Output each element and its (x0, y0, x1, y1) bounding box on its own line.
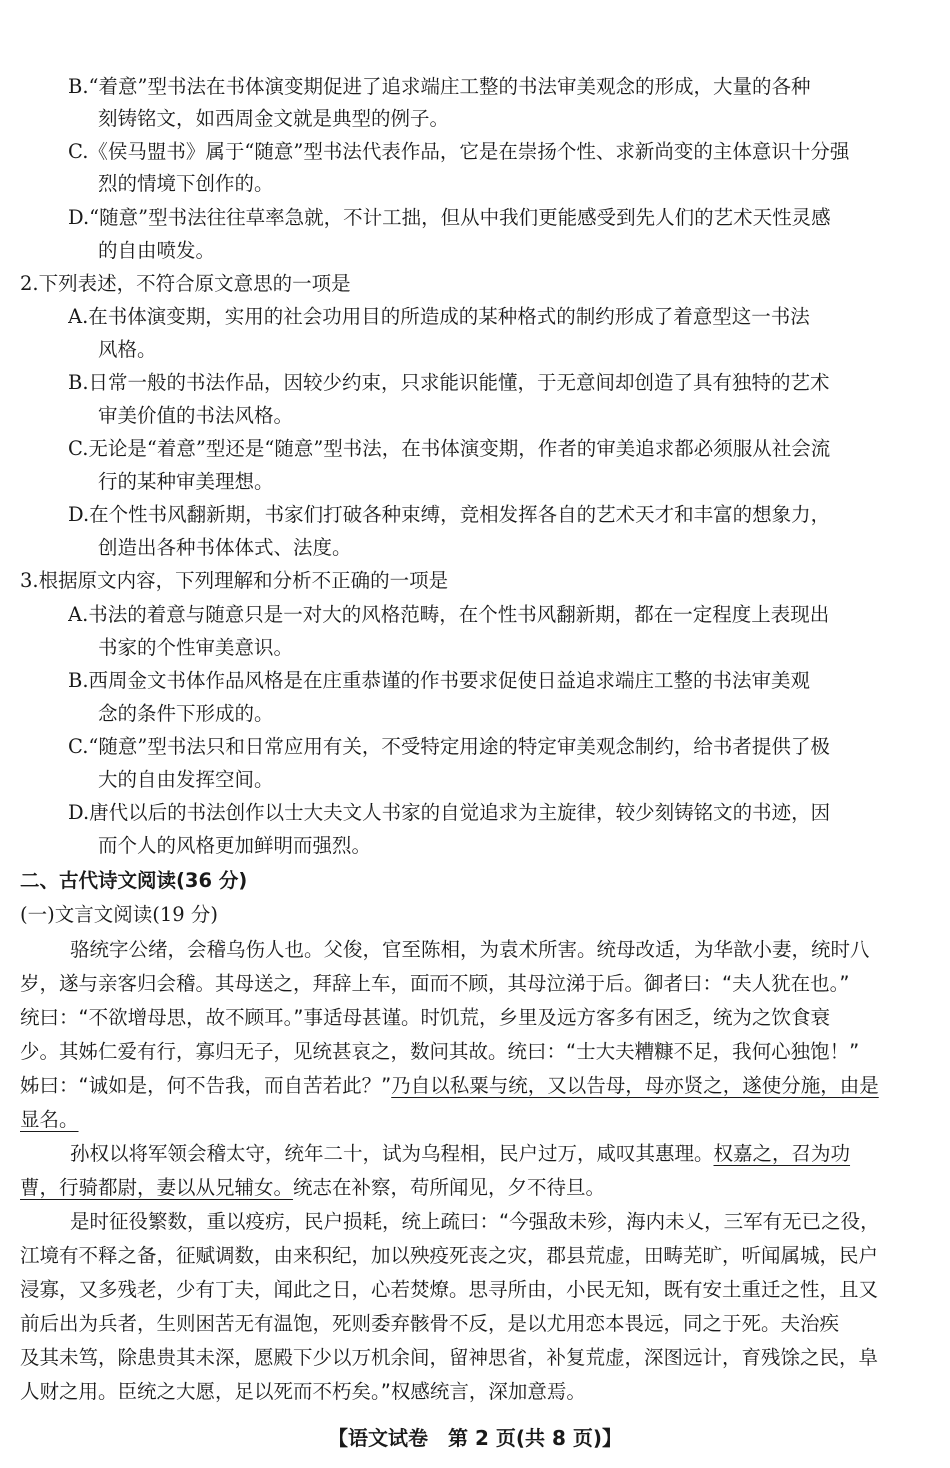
q3-option-c: C.“随意”型书法只和日常应用有关，不受特定用途的特定审美观念制约，给书者提供了极 (68, 735, 830, 758)
underlined-sentence-cont: 曹，行骑都尉，妻以从兄辅女。 (20, 1176, 294, 1199)
passage-line (20, 1173, 928, 1203)
q2-option-a: A.在书体演变期，实用的社会功用目的所造成的某种格式的制约形成了着意型这一书法 (68, 305, 810, 328)
passage-line: 岁，遂与亲客归会稽。其母送之，拜辞上车，面而不顾，其母泣涕于后。御者曰：“夫人犹在也。” (20, 972, 850, 995)
passage-line: 人财之用。臣统之大愿，足以死而不朽矣。”权感统言，深加意焉。 (20, 1380, 586, 1403)
section-subheading: (一)文言文阅读(19 分) (20, 903, 218, 926)
q1-option-d-cont: 的自由喷发。 (98, 239, 216, 262)
passage-line: 骆统字公绪，会稽乌伤人也。父俊，官至陈相，为袁术所害。统母改适，为华歆小妻，统时八 (70, 938, 870, 961)
underlined-sentence-cont: 显名。 (20, 1108, 79, 1131)
passage-line: 统曰：“不欲增母思，故不顾耳。”事适母甚谨。时饥荒，乡里及远方客多有困乏，统为之饮食衰 (20, 1006, 830, 1029)
q3-option-b: B.西周金文书体作品风格是在庄重恭谨的作书要求促使日益追求端庄工整的书法审美观 (68, 669, 811, 692)
q2-option-a-cont: 风格。 (98, 338, 157, 361)
underlined-sentence: 权嘉之，召为功 (713, 1142, 851, 1165)
passage-line: 江境有不释之备，征赋调数，由来积纪，加以殃疫死丧之灾，郡县荒虚，田畴芜旷，听闻属城，民户 (20, 1244, 879, 1267)
q3-option-a-cont: 书家的个性审美意识。 (98, 636, 294, 659)
q1-option-b: B.“着意”型书法在书体演变期促进了追求端庄工整的书法审美观念的形成，大量的各种 (68, 75, 811, 98)
passage-text: 姊曰：“诚如是，何不告我，而自苦若此？” (20, 1074, 392, 1097)
page-footer: 【语文试卷 第 2 页(共 8 页)】 (328, 1426, 622, 1450)
q2-option-c-cont: 行的某种审美理想。 (98, 470, 274, 493)
q3-option-c-cont: 大的自由发挥空间。 (98, 768, 274, 791)
q2-option-b: B.日常一般的书法作品，因较少约束，只求能识能懂，于无意间却创造了具有独特的艺术 (68, 371, 830, 394)
passage-line: 浸寡，又多残老，少有丁夫，闻此之日，心若焚燎。思寻所由，小民无知，既有安土重迁之性，且又 (20, 1278, 879, 1301)
q3-option-b-cont: 念的条件下形成的。 (98, 702, 274, 725)
q1-option-b-cont: 刻铸铭文，如西周金文就是典型的例子。 (98, 107, 450, 130)
q3-option-a: A.书法的着意与随意只是一对大的风格范畴，在个性书风翻新期，都在一定程度上表现出 (68, 603, 830, 626)
passage-text: 统志在补察，苟所闻见，夕不待旦。 (293, 1176, 606, 1199)
q1-option-c: C.《侯马盟书》属于“随意”型书法代表作品，它是在崇扬个性、求新尚变的主体意识十分强 (68, 140, 850, 163)
q1-option-c-cont: 烈的情境下创作的。 (98, 172, 274, 195)
q2-option-d-cont: 创造出各种书体体式、法度。 (98, 536, 352, 559)
question-3-stem: 3.根据原文内容，下列理解和分析不正确的一项是 (20, 569, 449, 592)
underlined-sentence: 乃自以私粟与统，又以告母，母亦贤之，遂使分施，由是 (391, 1074, 879, 1097)
q2-option-d: D.在个性书风翻新期，书家们打破各种束缚，竞相发挥各自的艺术天才和丰富的想象力， (68, 503, 831, 526)
q2-option-b-cont: 审美价值的书法风格。 (98, 404, 294, 427)
passage-line: 是时征役繁数，重以疫疠，民户损耗，统上疏曰：“今强敌未殄，海内未乂，三军有无已之役， (70, 1210, 880, 1233)
passage-line: 少。其姊仁爱有行，寡归无子，见统甚哀之，数问其故。统曰：“士大夫糟糠不足，我何心独饱！” (20, 1040, 860, 1063)
passage-line (70, 1139, 928, 1169)
passage-line: 前后出为兵者，生则困苦无有温饱，死则委弃骸骨不反，是以尤用恋本畏远，同之于死。夫治疾 (20, 1312, 840, 1335)
passage-text: 孙权以将军领会稽太守，统年二十，试为乌程相，民户过万，咸叹其惠理。 (70, 1142, 714, 1165)
passage-line (20, 1071, 928, 1101)
passage-line: 及其未笃，除患贵其未深，愿殿下少以万机余间，留神思省，补复荒虚，深图远计，育残馀之民，阜 (20, 1346, 879, 1369)
q2-option-c: C.无论是“着意”型还是“随意”型书法，在书体演变期，作者的审美追求都必须服从社会流 (68, 437, 831, 460)
q3-option-d-cont: 而个人的风格更加鲜明而强烈。 (98, 834, 372, 857)
question-2-stem: 2.下列表述，不符合原文意思的一项是 (20, 272, 351, 295)
q1-option-d: D.“随意”型书法往往草率急就，不计工拙，但从中我们更能感受到先人们的艺术天性灵感 (68, 206, 831, 229)
section-heading: 二、古代诗文阅读(36 分) (20, 869, 248, 892)
q3-option-d: D.唐代以后的书法创作以士大夫文人书家的自觉追求为主旋律，较少刻铸铭文的书迹，因 (68, 801, 831, 824)
